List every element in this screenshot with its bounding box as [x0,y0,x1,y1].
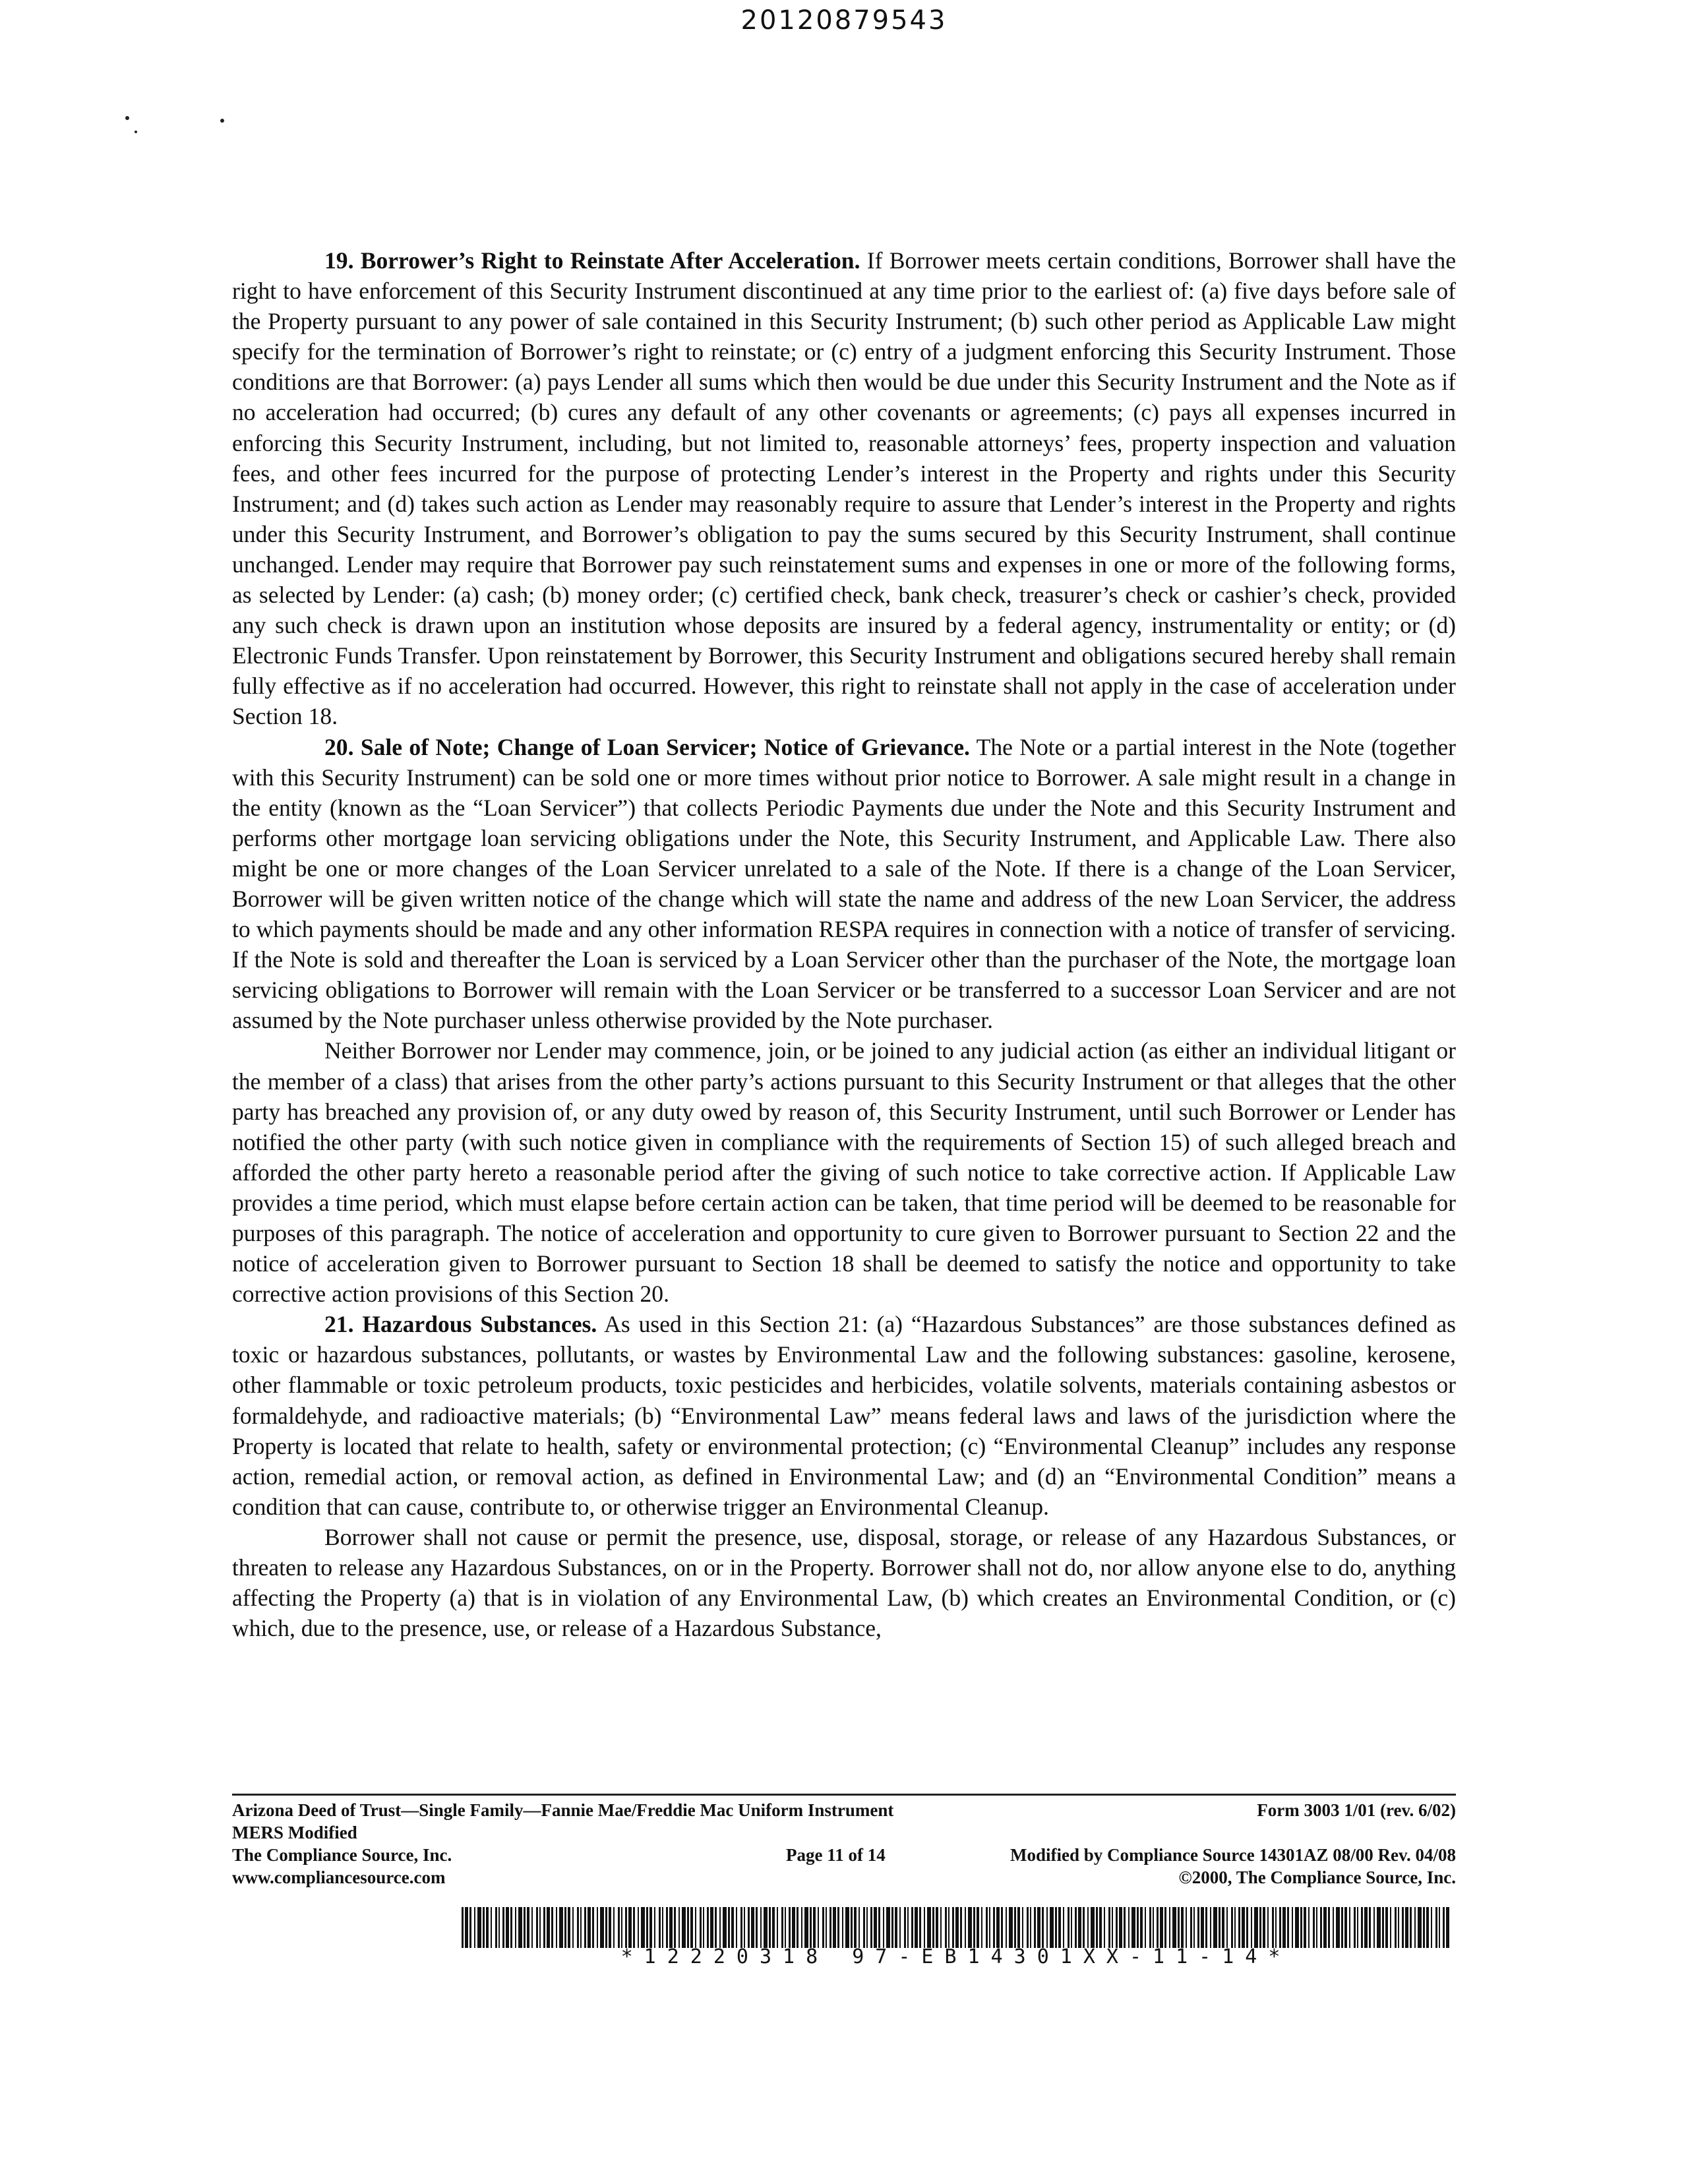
document-number: 20120879543 [740,5,948,36]
scan-speck [125,116,129,120]
barcode [462,1907,1451,1948]
footer-divider [232,1794,1456,1796]
section-21-text: As used in this Section 21: (a) “Hazardous Substances” are those substances defined as toxic or hazardous substances, pollutants, or wastes by Environmental Law and the following substances: gasoline, kerosene, other flammable or toxic petroleum products, toxic pesticides and herbicides, volatile solvents, materials containing asbestos or formaldehyde, and radioactive materials; (b) “Environmental Law” means federal laws and laws of the jurisdiction where the Property is located that relate to health, safety or environmental protection; (c) “Environmental Cleanup” includes any response action, remedial action, or removal action, as defined in Environmental Law; and (d) an “Environmental Condition” means a condition that can cause, contribute to, or otherwise trigger an Environmental Cleanup. [232,1311,1456,1520]
form-number: Form 3003 1/01 (rev. 6/02) [1257,1800,1456,1820]
section-20-heading: 20. Sale of Note; Change of Loan Servicer; Notice of Grievance. [324,733,970,760]
barcode-text: *12220318 97-EB14301XX-11-14* [620,1945,1292,1968]
company-name: The Compliance Source, Inc. [232,1845,452,1865]
modification-note: Modified by Compliance Source 14301AZ 08/00 Rev. 04/08 [1010,1845,1456,1865]
copyright: ©2000, The Compliance Source, Inc. [1178,1867,1456,1887]
page-number: Page 11 of 14 [786,1845,886,1865]
deed-body [232,245,1456,1643]
company-website: www.compliancesource.com [232,1867,446,1887]
form-title: Arizona Deed of Trust—Single Family—Fannie Mae/Freddie Mac Uniform Instrument [232,1800,894,1820]
section-19-heading: 19. Borrower’s Right to Reinstate After Acceleration. [324,247,860,274]
section-21-paragraph-2: Borrower shall not cause or permit the presence, use, disposal, storage, or release of any Hazardous Substances, or threaten to release any Hazardous Substances, on or in the Property. Borrower shall not do, nor allow anyone else to do, anything affecting the Property (a) that is in violation of any Environmental Law, (b) which creates an Environmental Condition, or (c) which, due to the presence, use, or release of a Hazardous Substance, [232,1523,1456,1642]
section-20-paragraph-2: Neither Borrower nor Lender may commence, join, or be joined to any judicial action (as either an individual litigant or the member of a class) that arises from the other party’s actions pursuant to this Security Instrument or that alleges that the other party has breached any provision of, or any duty owed by reason of, this Security Instrument, until such Borrower or Lender has notified the other party (with such notice given in compliance with the requirements of Section 15) of such alleged breach and afforded the other party hereto a reasonable period after the giving of such notice to take corrective action. If Applicable Law provides a time period, which must elapse before certain action can be taken, that time period will be deemed to be reasonable for purposes of this paragraph. The notice of acceleration and opportunity to cure given to Borrower pursuant to Section 22 and the notice of acceleration given to Borrower pursuant to Section 18 shall be deemed to satisfy the notice and opportunity to take corrective action provisions of this Section 20. [232,1037,1456,1308]
section-21-heading: 21. Hazardous Substances. [324,1311,597,1338]
form-footer [232,1799,1456,1889]
section-20-text: The Note or a partial interest in the Note (together with this Security Instrument) can be sold one or more times without prior notice to Borrower. A sale might result in a change in the entity (known as the “Loan Servicer”) that collects Periodic Payments due under the Note and this Security Instrument and performs other mortgage loan servicing obligations under the Note, this Security Instrument, and Applicable Law. There also might be one or more changes of the Loan Servicer unrelated to a sale of the Note. If there is a change of the Loan Servicer, Borrower will be given written notice of the change which will state the name and address of the new Loan Servicer, the address to which payments should be made and any other information RESPA requires in connection with a notice of transfer of servicing. If the Note is sold and thereafter the Loan is serviced by a Loan Servicer other than the purchaser of the Note, the mortgage loan servicing obligations to Borrower will remain with the Loan Servicer or be transferred to a successor Loan Servicer and are not assumed by the Note purchaser unless otherwise provided by the Note purchaser. [232,733,1456,1034]
section-21 [232,1309,1456,1522]
section-20 [232,732,1456,1036]
section-19-text: If Borrower meets certain conditions, Borrower shall have the right to have enforcement of this Security Instrument discontinued at any time prior to the earliest of: (a) five days before sale of the Property pursuant to any power of sale contained in this Security Instrument; (b) such other period as Applicable Law might specify for the termination of Borrower’s right to reinstate; or (c) entry of a judgment enforcing this Security Instrument. Those conditions are that Borrower: (a) pays Lender all sums which then would be due under this Security Instrument and the Note as if no acceleration had occurred; (b) cures any default of any other covenants or agreements; (c) pays all expenses incurred in enforcing this Security Instrument, including, but not limited to, reasonable attorneys’ fees, property inspection and valuation fees, and other fees incurred for the purpose of protecting Lender’s interest in the Property and rights under this Security Instrument; and (d) takes such action as Lender may reasonably require to assure that Lender’s interest in the Property and rights under this Security Instrument, and Borrower’s obligation to pay the sums secured by this Security Instrument, shall continue unchanged. Lender may require that Borrower pay such reinstatement sums and expenses in one or more of the following forms, as selected by Lender: (a) cash; (b) money order; (c) certified check, bank check, treasurer’s check or cashier’s check, provided any such check is drawn upon an institution whose deposits are insured by a federal agency, instrumentality or entity; or (d) Electronic Funds Transfer. Upon reinstatement by Borrower, this Security Instrument and obligations secured hereby shall remain fully effective as if no acceleration had occurred. However, this right to reinstate shall not apply in the case of acceleration under Section 18. [232,247,1456,730]
scan-speck [135,131,137,133]
scan-speck [220,119,224,123]
section-19 [232,245,1456,732]
mers-label: MERS Modified [232,1823,357,1842]
